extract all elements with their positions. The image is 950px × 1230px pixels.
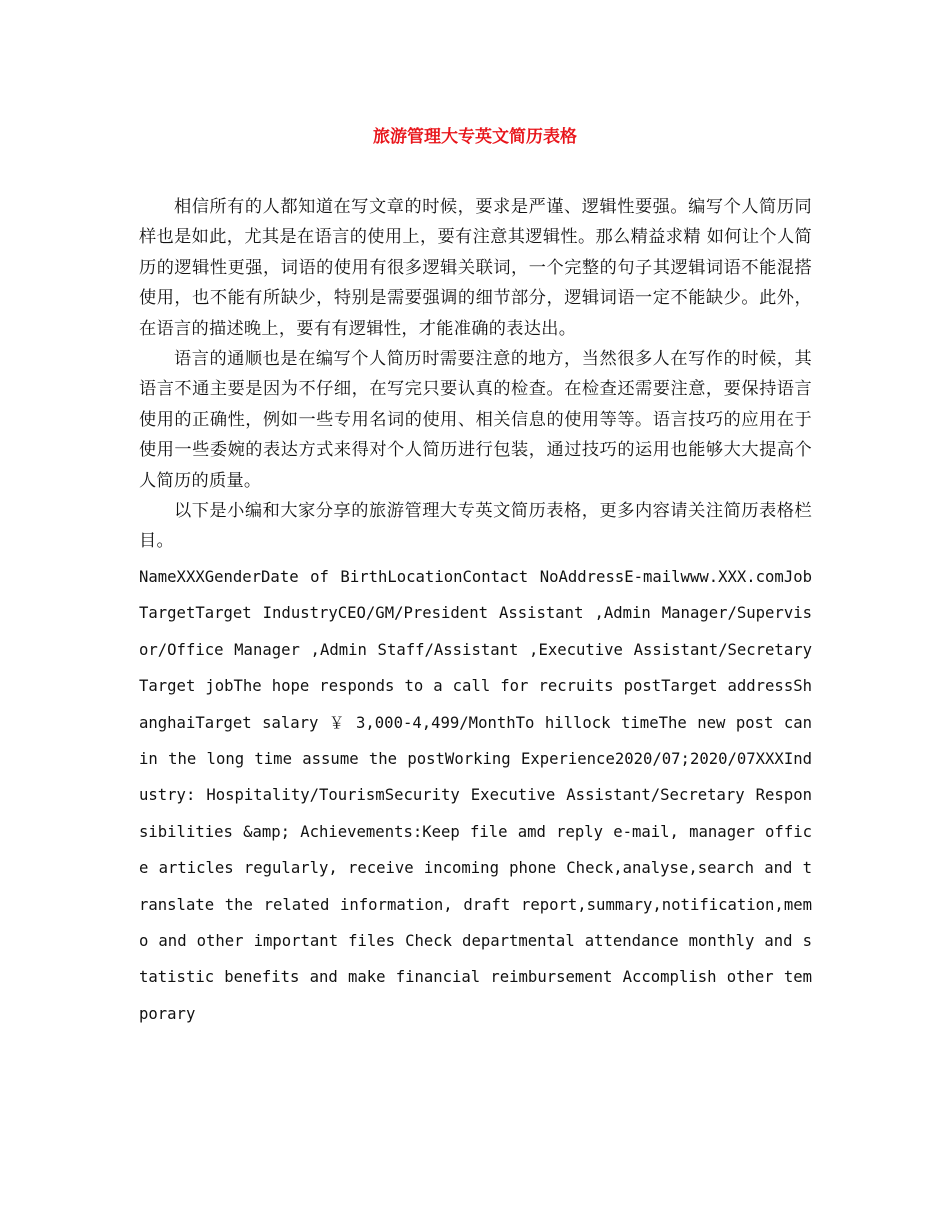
- document-body: [139, 192, 812, 1031]
- share-paragraph: 以下是小编和大家分享的旅游管理大专英文简历表格，更多内容请关注简历表格栏目。: [139, 501, 812, 552]
- intro-paragraph: 相信所有的人都知道在写文章的时候，要求是严谨、逻辑性要强。编写个人简历同样也是如此，尤其是在语言的使用上，要有注意其逻辑性。那么精益求精 如何让个人简历的逻辑性更强，词语的使用有很多逻辑关联词，一个完整的句子其逻辑词语不能混搭使用，也不能有所缺少，特别是需要强调的细节部分，逻辑词语一定不能缺少。此外，在语言的描述晚上，要有有逻辑性，才能准确的表达出。: [139, 197, 812, 339]
- resume-english-text: NameXXXGenderDate of BirthLocationContact NoAddressE-mailwww.XXX.comJob TargetTarget IndustryCEO/GM/President Assistant ,Admin Manager/Supervisor/Office Manager ,Admin Staff/Assistant ,Executive Assistant/SecretaryTarget jobThe hope responds to a call for recruits postTarget addressShanghaiTarget salary ￥ 3,000-4,499/MonthTo hillock timeThe new post can in the long time assume the postWorking Experience2020/07;2020/07XXXIndustry: Hospitality/TourismSecurity Executive Assistant/Secretary Responsibilities &amp; Achievements:Keep file amd reply e-mail, manager office articles regularly, receive incoming phone Check,analyse,search and translate the related information, draft report,summary,notification,memo and other important files Check departmental attendance monthly and statistic benefits and make financial reimbursement Accomplish other temporary: [139, 567, 812, 1023]
- language-paragraph: 语言的通顺也是在编写个人简历时需要注意的地方，当然很多人在写作的时候，其语言不通主要是因为不仔细，在写完只要认真的检查。在检查还需要注意，要保持语言使用的正确性，例如一些专用名词的使用、相关信息的使用等等。语言技巧的应用在于使用一些委婉的表达方式来得对个人简历进行包装，通过技巧的运用也能够大大提高个人简历的质量。: [139, 349, 812, 491]
- document-title: 旅游管理大专英文简历表格: [373, 127, 577, 147]
